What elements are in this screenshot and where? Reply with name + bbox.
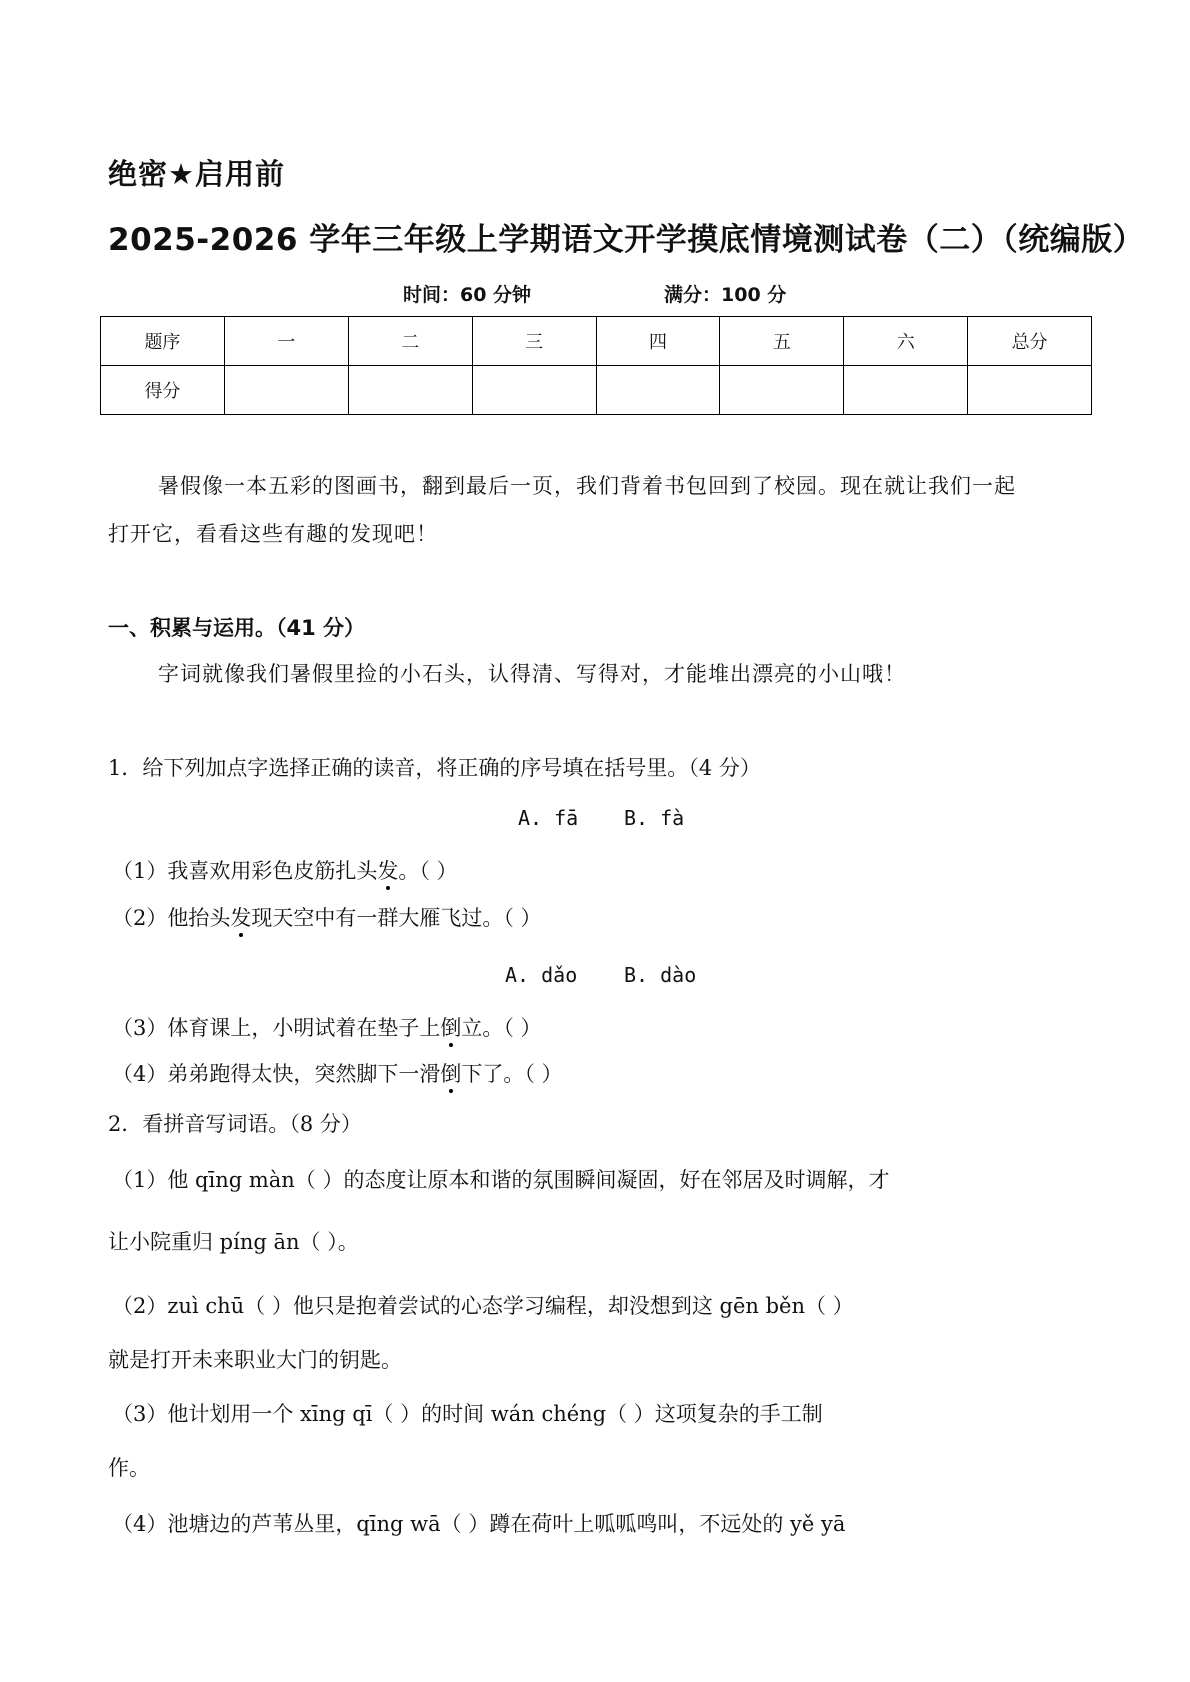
exam-full-score: 满分：100 分 bbox=[664, 284, 787, 306]
q2-stem: 2．看拼音写词语。（8 分） bbox=[108, 1112, 362, 1136]
q1-s4-dotted-char: 倒 bbox=[440, 1062, 462, 1086]
q1-option-a: A. fā bbox=[518, 806, 579, 830]
q2-line-1a[interactable]: （1）他 qīng màn（ ）的态度让原本和谐的氛围瞬间凝固，好在邻居及时调解，才 bbox=[112, 1168, 890, 1192]
q2-line-4a[interactable]: （4）池塘边的芦苇丛里，qīng wā（ ）蹲在荷叶上呱呱鸣叫，不远处的 yě yā bbox=[112, 1512, 846, 1536]
q1-stem: 1．给下列加点字选择正确的读音，将正确的序号填在括号里。（4 分） bbox=[108, 756, 761, 780]
q1-sentence-1 bbox=[112, 855, 458, 885]
q1-sentence-4 bbox=[112, 1058, 563, 1088]
q1-option-b: B. fà bbox=[624, 806, 685, 830]
q1-s2-post[interactable]: 现天空中有一群大雁飞过。（ ） bbox=[251, 906, 542, 930]
q2-line-3a[interactable]: （3）他计划用一个 xīng qī（ ）的时间 wán chéng（ ）这项复杂的手工制 bbox=[112, 1402, 823, 1426]
score-input-cell[interactable] bbox=[720, 366, 844, 415]
q1-s1-dotted-char: 发 bbox=[377, 859, 399, 883]
score-table-cell: 得分 bbox=[101, 366, 225, 415]
q1-s3-pre: （3）体育课上，小明试着在垫子上 bbox=[112, 1016, 441, 1040]
q1-sentence-3 bbox=[112, 1012, 542, 1042]
score-input-cell[interactable] bbox=[968, 366, 1092, 415]
score-table-cell: 五 bbox=[720, 317, 844, 366]
score-table bbox=[100, 316, 1092, 415]
q2-line-2b: 就是打开未来职业大门的钥匙。 bbox=[108, 1348, 402, 1372]
score-table-cell: 题序 bbox=[101, 317, 225, 366]
q1-sentence-2 bbox=[112, 902, 542, 932]
q1-s4-pre: （4）弟弟跑得太快，突然脚下一滑 bbox=[112, 1062, 441, 1086]
score-input-cell[interactable] bbox=[472, 366, 596, 415]
q1-option-a2: A. dǎo bbox=[505, 963, 578, 987]
score-table-cell: 三 bbox=[472, 317, 596, 366]
q1-s1-pre: （1）我喜欢用彩色皮筋扎头 bbox=[112, 859, 378, 883]
q1-s3-dotted-char: 倒 bbox=[440, 1016, 462, 1040]
q1-s4-post[interactable]: 下了。（ ） bbox=[461, 1062, 563, 1086]
score-table-header-row bbox=[101, 317, 1092, 366]
score-table-cell: 一 bbox=[224, 317, 348, 366]
score-table-cell: 二 bbox=[348, 317, 472, 366]
intro-line-1: 暑假像一本五彩的图画书，翻到最后一页，我们背着书包回到了校园。现在就让我们一起 bbox=[158, 474, 1016, 498]
q1-s3-post[interactable]: 立。（ ） bbox=[461, 1016, 542, 1040]
score-input-cell[interactable] bbox=[224, 366, 348, 415]
q1-s2-pre: （2）他抬头 bbox=[112, 906, 231, 930]
score-table-cell: 六 bbox=[844, 317, 968, 366]
score-table-cell: 总分 bbox=[968, 317, 1092, 366]
score-input-cell[interactable] bbox=[844, 366, 968, 415]
score-input-cell[interactable] bbox=[348, 366, 472, 415]
page-title: 2025-2026 学年三年级上学期语文开学摸底情境测试卷（二）（统编版） bbox=[108, 222, 1145, 258]
q2-line-1b[interactable]: 让小院重归 píng ān（ ）。 bbox=[108, 1230, 359, 1254]
q1-option-b2: B. dào bbox=[624, 963, 697, 987]
q2-line-3b: 作。 bbox=[108, 1456, 150, 1480]
q1-s2-dotted-char: 发 bbox=[230, 906, 252, 930]
section-1-heading: 一、积累与运用。（41 分） bbox=[108, 616, 366, 640]
score-table-score-row bbox=[101, 366, 1092, 415]
q2-line-2a[interactable]: （2）zuì chū（ ）他只是抱着尝试的心态学习编程，却没想到这 gēn běn（ ） bbox=[112, 1294, 854, 1318]
section-1-intro: 字词就像我们暑假里捡的小石头，认得清、写得对，才能堆出漂亮的小山哦！ bbox=[158, 662, 906, 686]
exam-time: 时间：60 分钟 bbox=[403, 284, 532, 306]
score-table-cell: 四 bbox=[596, 317, 720, 366]
confidential-label: 绝密★启用前 bbox=[108, 157, 285, 191]
intro-line-2: 打开它，看看这些有趣的发现吧！ bbox=[108, 522, 438, 546]
score-input-cell[interactable] bbox=[596, 366, 720, 415]
q1-s1-post[interactable]: 。（ ） bbox=[398, 859, 458, 883]
